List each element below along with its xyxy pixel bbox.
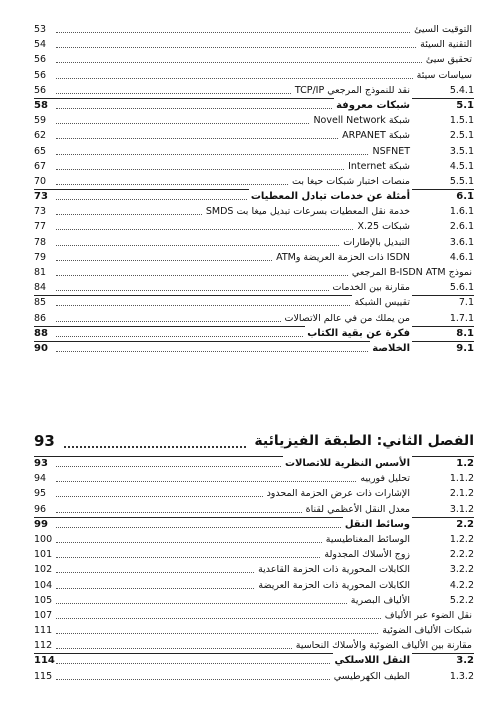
toc-page-number: 96 [34, 503, 47, 515]
toc-page-number: 84 [34, 282, 47, 294]
toc-page-number: 114 [34, 655, 55, 667]
toc-page-number: 73 [34, 206, 47, 218]
toc-title: الخلاصة [370, 341, 412, 356]
toc-leader-dots [56, 174, 288, 185]
toc-leader-dots [56, 189, 247, 200]
toc-section-number: 1.2.2 [449, 533, 474, 545]
toc-entry [34, 532, 474, 547]
toc-leader-dots [56, 517, 341, 528]
toc-leader-dots [56, 128, 338, 139]
toc-page-number: 77 [34, 221, 47, 233]
toc-title: الوسائط المغناطيسية [324, 532, 412, 547]
toc-entry [34, 517, 474, 532]
toc-entry [34, 502, 474, 517]
toc-leader-dots [56, 653, 330, 664]
toc-leader-dots [56, 159, 344, 170]
toc-title: الكابلات المحورية ذات الحزمة القاعدية [256, 562, 412, 577]
toc-section-number: 1.3.2 [449, 670, 474, 682]
toc-section-number: 2.2.2 [449, 549, 474, 561]
toc-section-number: 8.1 [456, 327, 474, 339]
toc-page-number: 53 [34, 24, 47, 35]
toc-page-number: 94 [34, 473, 47, 485]
toc-entry [34, 22, 474, 37]
chapter-title: الفصل الثاني: الطبقة الفيزيائية [250, 430, 474, 452]
toc-entry [34, 144, 474, 159]
chapter-heading [34, 430, 474, 452]
toc-entry [34, 265, 474, 280]
toc-entry [34, 204, 474, 219]
toc-section-number: 7.1 [458, 297, 474, 309]
toc-page-number: 100 [34, 533, 53, 545]
toc-page-number: 86 [34, 312, 47, 324]
toc-section-number: 2.2 [456, 518, 474, 530]
toc-page-number: 99 [34, 518, 48, 530]
toc-page-number: 58 [34, 99, 48, 111]
toc-title: الأسس النظرية للاتصالات [283, 456, 412, 471]
toc-list-part1 [34, 22, 474, 356]
toc-leader-dots [56, 608, 381, 619]
toc-entry [34, 68, 474, 83]
toc-leader-dots [56, 98, 332, 109]
toc-entry [34, 52, 474, 67]
toc-section-number: 2.5.1 [449, 130, 474, 142]
toc-entry [34, 219, 474, 234]
toc-leader-dots [56, 68, 413, 79]
toc-page-number: 81 [34, 267, 47, 278]
toc-entry [34, 250, 474, 265]
toc-section-number: 3.2 [456, 655, 474, 667]
toc-page-number: 70 [34, 175, 47, 187]
toc-leader-dots [56, 341, 368, 352]
toc-entry [34, 174, 474, 189]
toc-entry [34, 486, 474, 501]
toc-section-number: 4.2.2 [449, 579, 474, 591]
toc-entry [34, 562, 474, 577]
toc-section-number: 6.1 [456, 191, 474, 203]
toc-page-number: 112 [34, 640, 53, 652]
toc-entry [34, 608, 474, 623]
toc-leader-dots [56, 219, 353, 230]
toc-entry [34, 653, 474, 668]
toc-leader-dots [56, 578, 254, 589]
toc-section-number: 5.6.1 [449, 282, 474, 294]
toc-leader-dots [56, 22, 410, 33]
toc-section-number: 1.1.2 [449, 473, 474, 485]
toc-entry [34, 341, 474, 356]
toc-leader-dots [56, 113, 309, 124]
toc-section-number: 2.1.2 [449, 488, 474, 500]
toc-page-number: 56 [34, 84, 47, 96]
toc-title: الإشارات ذات عرض الحزمة المحدود [265, 486, 412, 501]
toc-section-number: 3.6.1 [449, 236, 474, 248]
toc-leader-dots [56, 456, 281, 467]
toc-leader-dots [56, 471, 356, 482]
toc-page-number: 95 [34, 488, 47, 500]
toc-title: الكابلات المحورية ذات الحزمة العريضة [256, 578, 412, 593]
toc-leader-dots [56, 52, 422, 63]
toc-title: التوقيت السيئ [412, 22, 474, 37]
toc-page-number: 107 [34, 609, 53, 621]
toc-leader-dots [56, 547, 320, 558]
toc-section-number: 1.7.1 [449, 312, 474, 324]
toc-page-number: 73 [34, 191, 48, 203]
toc-title: مقارنة بين الخدمات [331, 280, 412, 295]
toc-section-number: 1.2 [456, 458, 474, 469]
chapter-leader-dots [64, 430, 246, 448]
toc-section-number: 3.5.1 [449, 145, 474, 157]
chapter-page-number: 93 [34, 432, 55, 450]
toc-page-number: 54 [34, 39, 47, 51]
toc-page-number: 79 [34, 251, 47, 263]
toc-page-number: 62 [34, 130, 47, 142]
toc-section-number: 3.2.2 [449, 564, 474, 576]
toc-title: شبكات معروفة [334, 98, 412, 113]
toc-leader-dots [56, 204, 202, 215]
toc-section-number: 4.6.1 [449, 251, 474, 263]
toc-page-number: 65 [34, 145, 47, 157]
toc-entry [34, 235, 474, 250]
toc-title: نقل الضوء عبر الألياف [383, 608, 474, 623]
toc-leader-dots [56, 295, 350, 306]
toc-title: منصات اختبار شبكات حيغا بت [290, 174, 412, 189]
toc-section-number: 1.6.1 [449, 206, 474, 218]
toc-section-number: 5.4.1 [449, 84, 474, 96]
toc-leader-dots [56, 144, 368, 155]
toc-entry [34, 189, 474, 204]
toc-page-number: 85 [34, 297, 47, 309]
toc-page-number: 93 [34, 458, 48, 469]
toc-entry [34, 578, 474, 593]
toc-entry [34, 547, 474, 562]
toc-title: شبكة Novell Network [311, 113, 412, 128]
toc-page-number: 105 [34, 594, 53, 606]
toc-page-number: 59 [34, 115, 47, 127]
toc-section-number: 5.2.2 [449, 594, 474, 606]
toc-title: ISDN ذات الحزمة العريضة وATM [274, 250, 412, 265]
toc-page-number: 88 [34, 327, 48, 339]
toc-title: التبديل بالإطارات [341, 235, 412, 250]
toc-leader-dots [56, 37, 416, 48]
toc-leader-dots [56, 280, 329, 291]
toc-leader-dots [56, 83, 291, 94]
toc-leader-dots [56, 265, 348, 276]
toc-title: وسائط النقل [343, 517, 412, 532]
toc-title: خدمة نقل المعطيات بسرعات تبديل ميغا بت SMDS [204, 204, 412, 219]
toc-entry [34, 471, 474, 486]
toc-page-number: 102 [34, 564, 53, 576]
toc-section-number: 5.5.1 [449, 175, 474, 187]
toc-title: نقد للنموذج المرجعي TCP/IP [293, 83, 412, 98]
toc-entry [34, 37, 474, 52]
toc-entry [34, 83, 474, 98]
toc-leader-dots [56, 486, 263, 497]
toc-title: شبكات الألياف الضوئية [380, 623, 474, 638]
toc-leader-dots [56, 638, 292, 649]
toc-page-number: 104 [34, 579, 53, 591]
toc-title: شبكات X.25 [355, 219, 412, 234]
toc-title: مقارنة بين الألياف الضوئية والأسلاك النحاسية [294, 638, 474, 653]
toc-leader-dots [56, 623, 378, 634]
toc-title: أمثلة عن خدمات تبادل المعطيات [249, 189, 412, 204]
toc-list-part2 [34, 456, 474, 684]
toc-leader-dots [56, 593, 347, 604]
toc-entry [34, 326, 474, 341]
toc-page-number: 56 [34, 69, 47, 81]
toc-entry [34, 98, 474, 113]
toc-title: تحقيق سيئ [424, 52, 474, 67]
toc-entry [34, 669, 474, 684]
toc-entry [34, 113, 474, 128]
toc-entry [34, 128, 474, 143]
toc-title: NSFNET [370, 144, 412, 159]
toc-leader-dots [56, 669, 330, 680]
toc-title: تقييس الشبكة [352, 295, 412, 310]
toc-title: فكرة عن بقية الكتاب [305, 326, 412, 341]
toc-page-number: 90 [34, 342, 48, 354]
toc-title: النقل اللاسلكي [333, 653, 413, 668]
toc-title: الألياف البصرية [349, 593, 412, 608]
toc-leader-dots [56, 235, 339, 246]
toc-leader-dots [56, 311, 281, 322]
toc-entry [34, 280, 474, 295]
toc-title: زوج الأسلاك المجدولة [322, 547, 412, 562]
toc-page-number: 56 [34, 54, 47, 66]
toc-title: سياسات سيئة [415, 68, 474, 83]
toc-title: شبكة Internet [346, 159, 412, 174]
toc-section-number: 3.1.2 [449, 503, 474, 515]
toc-title: شبكة ARPANET [340, 128, 412, 143]
toc-title: التقنية السيئة [418, 37, 474, 52]
toc-title: نموذج B-ISDN ATM المرجعي [350, 265, 474, 280]
toc-leader-dots [56, 250, 272, 261]
toc-entry [34, 593, 474, 608]
toc-section-number: 2.6.1 [449, 221, 474, 233]
toc-page-number: 101 [34, 549, 53, 561]
toc-leader-dots [56, 562, 254, 573]
toc-entry [34, 623, 474, 638]
toc-entry [34, 638, 474, 653]
toc-section-number: 5.1 [456, 99, 474, 111]
toc-page-number: 115 [34, 670, 53, 682]
toc-leader-dots [56, 502, 302, 513]
toc-page-number: 78 [34, 236, 47, 248]
toc-leader-dots [56, 326, 303, 337]
toc-entry [34, 159, 474, 174]
toc-title: الطيف الكهرطيسي [332, 669, 412, 684]
toc-title: تحليل فورييه [358, 471, 412, 486]
toc-entry [34, 295, 474, 310]
toc-entry [34, 456, 474, 471]
toc-entry [34, 311, 474, 326]
toc-leader-dots [56, 532, 322, 543]
toc-section-number: 9.1 [456, 342, 474, 354]
toc-title: معدل النقل الأعظمي لقناة [304, 502, 412, 517]
toc-page-number: 111 [34, 625, 53, 637]
toc-title: من يملك من في عالم الاتصالات [283, 311, 412, 326]
toc-section-number: 4.5.1 [449, 160, 474, 172]
toc-page-number: 67 [34, 160, 47, 172]
toc-section-number: 1.5.1 [449, 115, 474, 127]
